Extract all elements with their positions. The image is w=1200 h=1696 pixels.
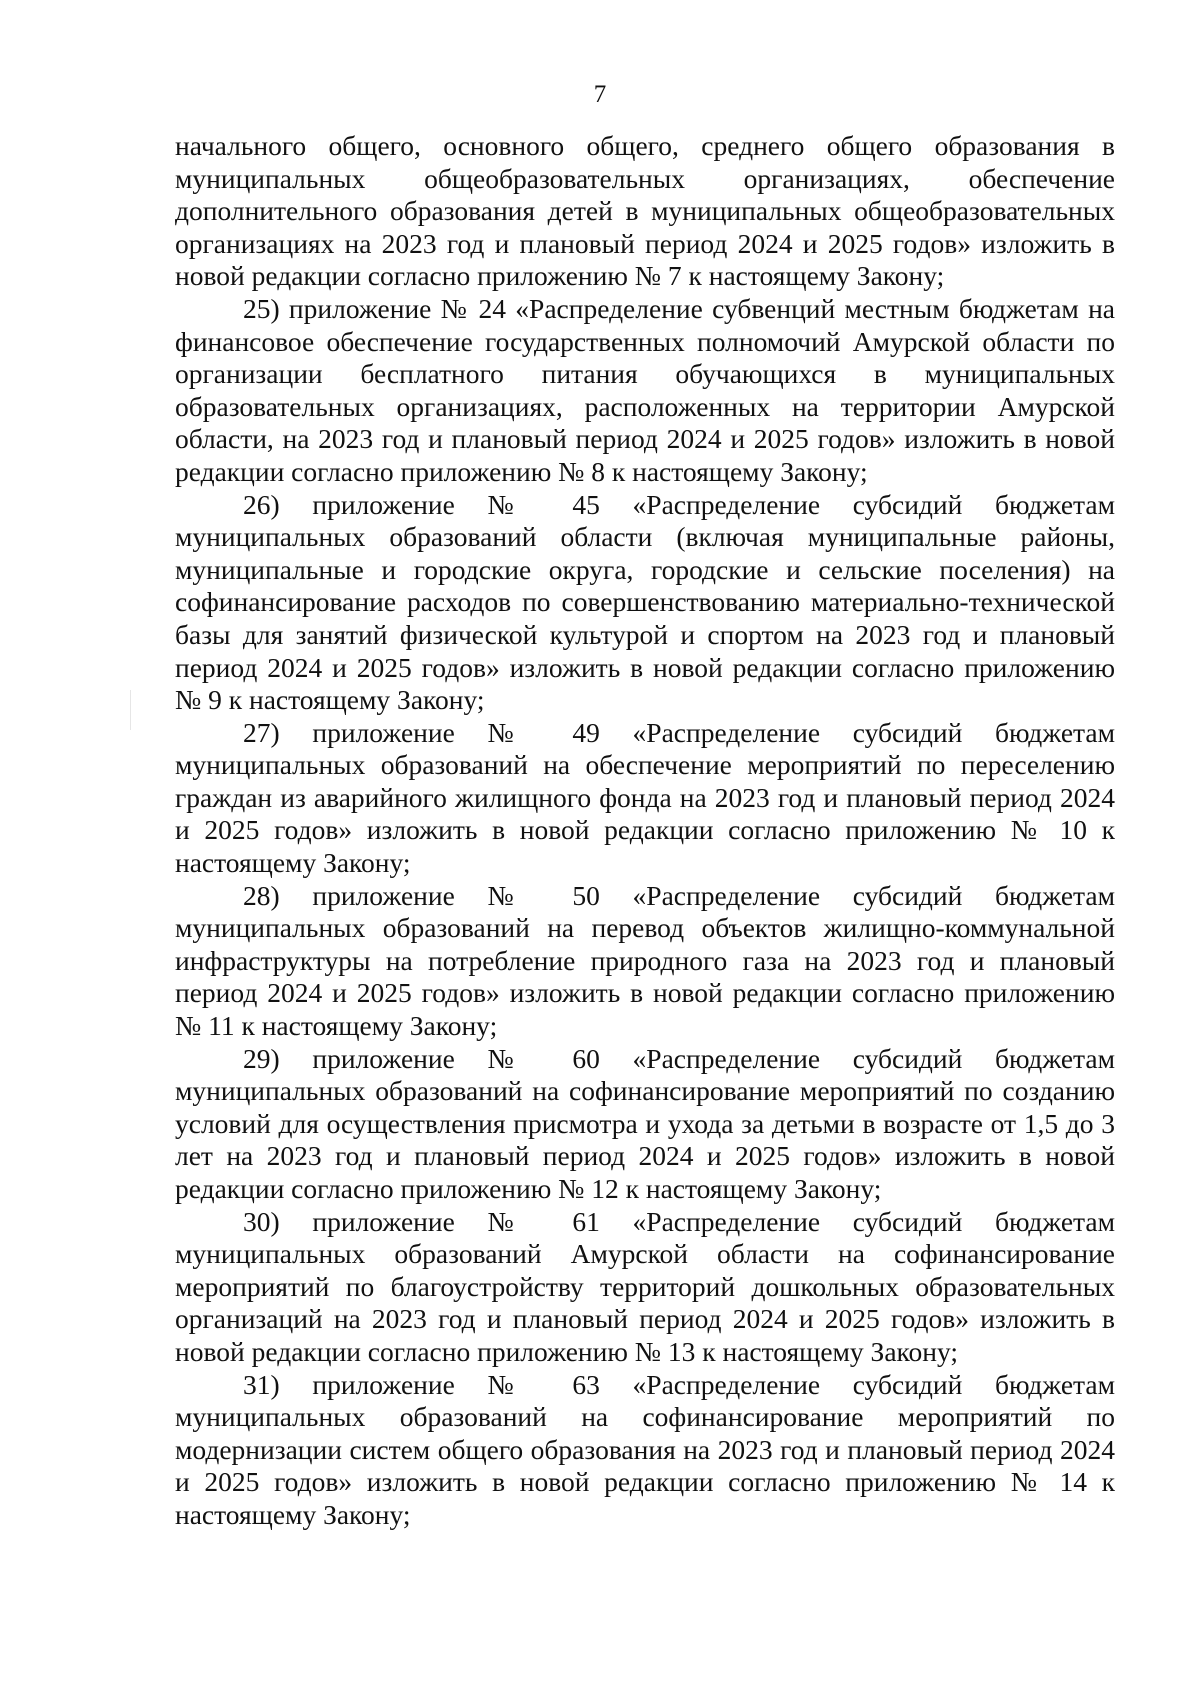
paragraph-item-26: 26) приложение № 45 «Распределение субсидий бюджетам муниципальных образований области (включая муниципальные районы, муниципальные и городские округа, городские и сельские поселения) на софинансирование расходов по совершенствованию материально-технической базы для занятий физической культурой и спортом на 2023 год и плановый период 2024 и 2025 годов» изложить в новой редакции согласно приложению № 9 к настоящему Закону;	[175, 488, 1115, 716]
paragraph-item-25: 25) приложение № 24 «Распределение субвенций местным бюджетам на финансовое обеспечение государственных полномочий Амурской области по организации бесплатного питания обучающихся в муниципальных образовательных организациях, расположенных на территории Амурской области, на 2023 год и плановый период 2024 и 2025 годов» изложить в новой редакции согласно приложению № 8 к настоящему Закону;	[175, 292, 1115, 487]
paragraph-item-28: 28) приложение № 50 «Распределение субсидий бюджетам муниципальных образований на перевод объектов жилищно-коммунальной инфраструктуры на потребление природного газа на 2023 год и плановый период 2024 и 2025 годов» изложить в новой редакции согласно приложению № 11 к настоящему Закону;	[175, 879, 1115, 1042]
page-number: 7	[593, 81, 607, 108]
paragraph-item-31: 31) приложение № 63 «Распределение субсидий бюджетам муниципальных образований на софинансирование мероприятий по модернизации систем общего образования на 2023 год и плановый период 2024 и 2025 годов» изложить в новой редакции согласно приложению № 14 к настоящему Закону;	[175, 1368, 1115, 1530]
scan-artifact	[130, 690, 131, 730]
document-body	[175, 130, 1115, 1532]
paragraph-item-29: 29) приложение № 60 «Распределение субсидий бюджетам муниципальных образований на софинансирование мероприятий по созданию условий для осуществления присмотра и ухода за детьми в возрасте от 1,5 до 3 лет на 2023 год и плановый период 2024 и 2025 годов» изложить в новой редакции согласно приложению № 12 к настоящему Закону;	[175, 1042, 1115, 1204]
paragraph-item-27: 27) приложение № 49 «Распределение субсидий бюджетам муниципальных образований на обеспечение мероприятий по переселению граждан из аварийного жилищного фонда на 2023 год и плановый период 2024 и 2025 годов» изложить в новой редакции согласно приложению № 10 к настоящему Закону;	[175, 716, 1115, 879]
paragraph-continuation: начального общего, основного общего, среднего общего образования в муниципальных общеобразовательных организациях, обеспечение дополнительного образования детей в муниципальных общеобразовательных организациях на 2023 год и плановый период 2024 и 2025 годов» изложить в новой редакции согласно приложению № 7 к настоящему Закону;	[175, 130, 1115, 292]
paragraph-item-30: 30) приложение № 61 «Распределение субсидий бюджетам муниципальных образований Амурской области на софинансирование мероприятий по благоустройству территорий дошкольных образовательных организаций на 2023 год и плановый период 2024 и 2025 годов» изложить в новой редакции согласно приложению № 13 к настоящему Закону;	[175, 1205, 1115, 1367]
